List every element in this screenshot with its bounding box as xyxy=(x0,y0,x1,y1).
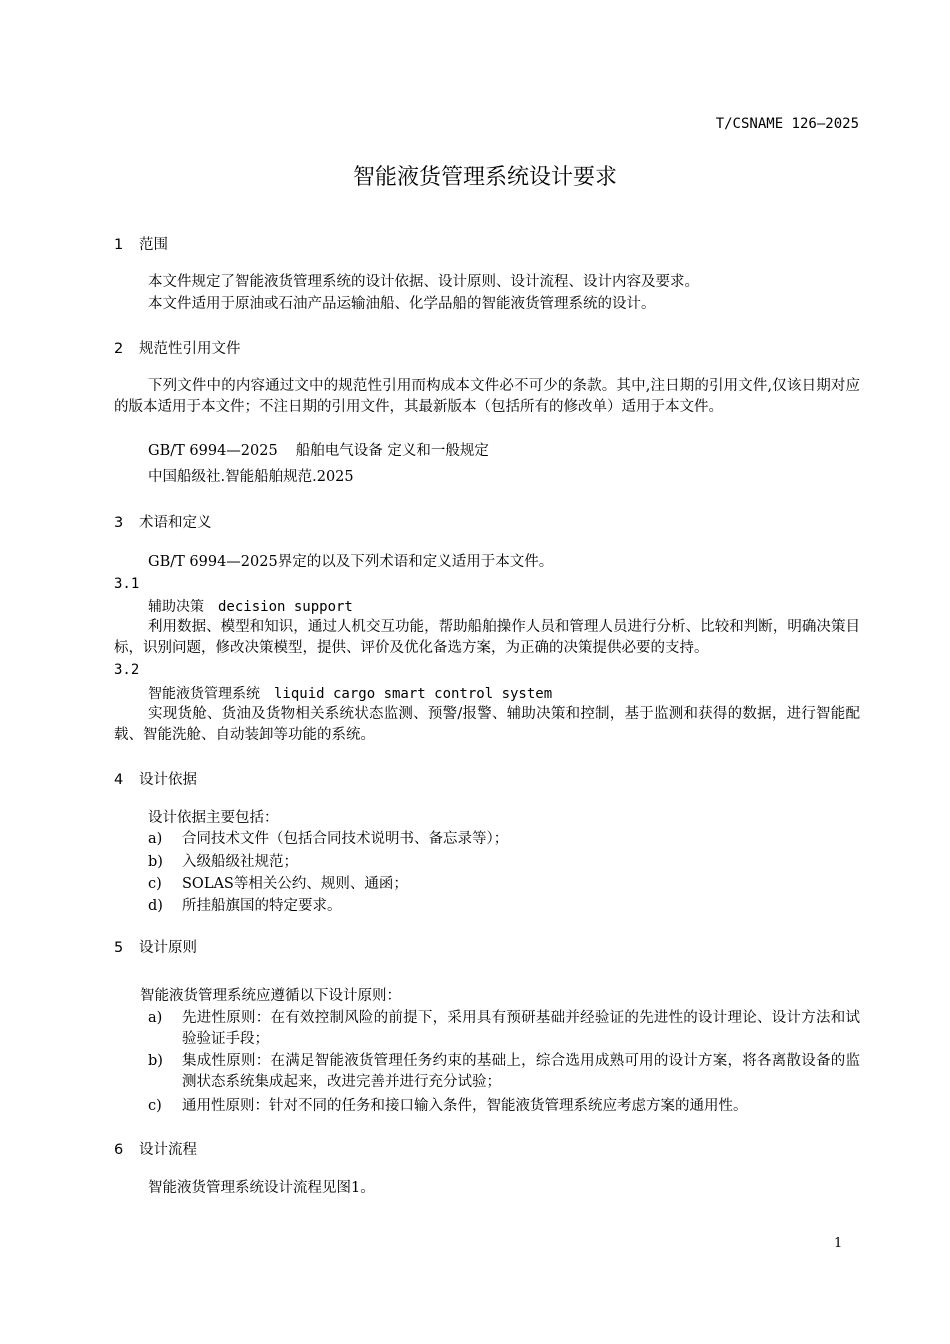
reference-code: GB/T 6994—2025 xyxy=(148,443,278,459)
list-marker: c) xyxy=(148,876,162,892)
section-number: 4 xyxy=(114,772,124,788)
list-marker: b) xyxy=(148,854,163,870)
term-3-1 xyxy=(148,596,353,616)
term-3-1-definition: 利用数据、模型和知识，通过人机交互功能，帮助船舶操作人员和管理人员进行分析、比较和判断，明确决策目标，识别问题，修改决策模型，提供、评价及优化备选方案，为正确的决策提供必要的支持。 xyxy=(114,619,860,656)
section-heading-4 xyxy=(114,768,197,789)
reference-item-1 xyxy=(148,441,489,462)
section-number: 1 xyxy=(114,237,124,253)
term-chinese: 辅助决策 xyxy=(148,599,204,615)
list-item xyxy=(148,829,860,850)
list-marker: a) xyxy=(148,1010,163,1026)
section-title: 设计原则 xyxy=(139,940,197,956)
section-heading-1 xyxy=(114,233,168,254)
list-marker: d) xyxy=(148,898,163,914)
section-number: 3 xyxy=(114,515,124,531)
term-english: liquid cargo smart control system xyxy=(274,686,553,702)
list-item xyxy=(148,1008,860,1050)
section-title: 规范性引用文件 xyxy=(139,341,241,357)
design-flow-paragraph: 智能液货管理系统设计流程见图1。 xyxy=(148,1180,375,1196)
section-heading-3 xyxy=(114,511,212,532)
list-item xyxy=(148,1051,860,1093)
list-marker: c) xyxy=(148,1098,162,1114)
section-title: 术语和定义 xyxy=(139,515,212,531)
list-item xyxy=(148,852,860,873)
section-number: 6 xyxy=(114,1142,124,1158)
list-text: 通用性原则：针对不同的任务和接口输入条件，智能液货管理系统应考虑方案的通用性。 xyxy=(182,1098,748,1114)
list-text: 合同技术文件（包括合同技术说明书、备忘录等）； xyxy=(182,831,509,847)
list-text: SOLAS等相关公约、规则、通函； xyxy=(182,876,408,892)
section-title: 范围 xyxy=(139,237,168,253)
document-title: 智能液货管理系统设计要求 xyxy=(352,165,617,190)
list-marker: a) xyxy=(148,831,163,847)
list-item xyxy=(148,896,860,917)
section-title: 设计依据 xyxy=(139,772,197,788)
section-title: 设计流程 xyxy=(139,1142,197,1158)
section-heading-5 xyxy=(114,936,197,957)
list-text: 先进性原则：在有效控制风险的前提下，采用具有预研基础并经验证的先进性的设计理论、设计方法和试验验证手段； xyxy=(182,1010,860,1047)
normative-references-paragraph: 下列文件中的内容通过文中的规范性引用而构成本文件必不可少的条款。其中,注日期的引用文件,仅该日期对应的版本适用于本文件；不注日期的引用文件，其最新版本（包括所有的修改单）适用于本文件。 xyxy=(114,378,860,415)
term-english: decision support xyxy=(218,599,353,615)
reference-item-2: 中国船级社.智能船舶规范.2025 xyxy=(148,469,354,485)
scope-paragraph-2: 本文件适用于原油或石油产品运输油船、化学品船的智能液货管理系统的设计。 xyxy=(148,296,656,312)
design-basis-intro: 设计依据主要包括： xyxy=(148,810,279,826)
section-heading-6 xyxy=(114,1138,197,1159)
list-item xyxy=(148,1096,860,1117)
document-id: T/CSNAME 126—2025 xyxy=(715,116,859,132)
list-marker: b) xyxy=(148,1053,163,1069)
section-heading-2 xyxy=(114,337,241,358)
term-3-2 xyxy=(148,683,552,703)
reference-title: 船舶电气设备 定义和一般规定 xyxy=(295,443,489,459)
page-number: 1 xyxy=(834,1236,843,1251)
scope-paragraph-1: 本文件规定了智能液货管理系统的设计依据、设计原则、设计流程、设计内容及要求。 xyxy=(148,274,699,290)
section-number: 5 xyxy=(114,940,124,956)
section-number: 2 xyxy=(114,341,124,357)
list-text: 入级船级社规范； xyxy=(182,854,298,870)
list-item xyxy=(148,874,860,895)
term-3-2-definition: 实现货舱、货油及货物相关系统状态监测、预警/报警、辅助决策和控制，基于监测和获得的数据，进行智能配载、智能洗舱、自动装卸等功能的系统。 xyxy=(114,706,860,743)
term-number-3-2: 3.2 xyxy=(114,662,140,678)
term-number-3-1: 3.1 xyxy=(114,576,140,592)
list-text: 所挂船旗国的特定要求。 xyxy=(182,898,342,914)
terms-intro-paragraph: GB/T 6994—2025界定的以及下列术语和定义适用于本文件。 xyxy=(148,554,554,570)
design-principles-intro: 智能液货管理系统应遵循以下设计原则： xyxy=(140,988,401,1004)
term-chinese: 智能液货管理系统 xyxy=(148,686,260,702)
list-text: 集成性原则：在满足智能液货管理任务约束的基础上，综合选用成熟可用的设计方案，将各离散设备的监测状态系统集成起来，改进完善并进行充分试验； xyxy=(182,1053,860,1090)
